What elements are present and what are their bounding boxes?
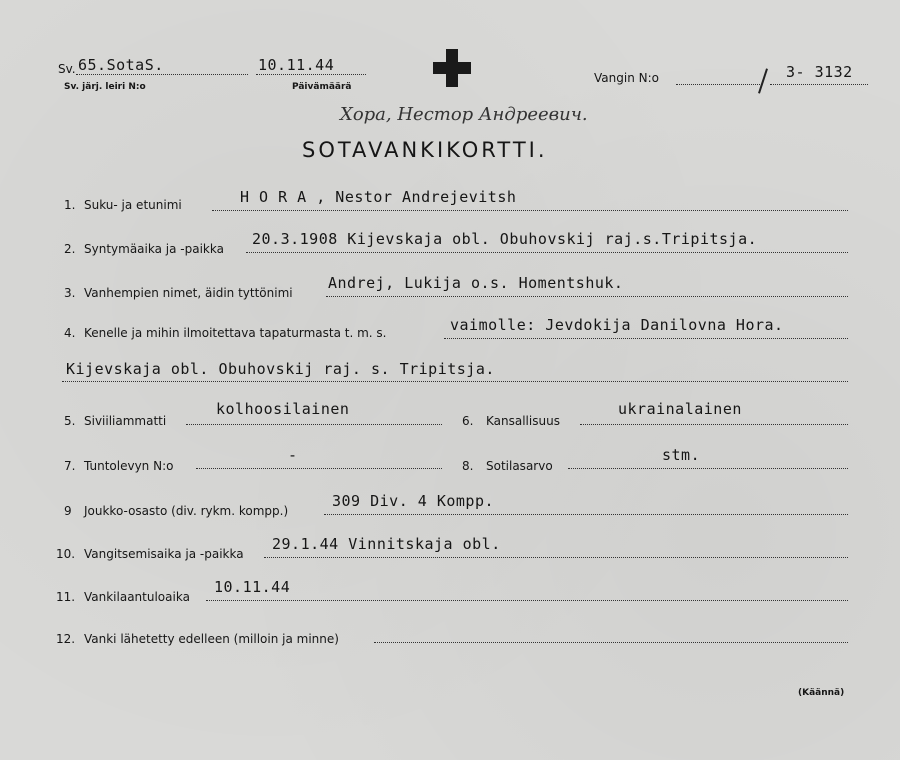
field-2-value: 20.3.1908 Kijevskaja obl. Obuhovskij raj.s.Tripitsja. bbox=[252, 230, 758, 248]
field-7-label: Tuntolevyn N:o bbox=[84, 459, 174, 473]
sv-value: 65.SotaS. bbox=[78, 56, 164, 74]
field-8-label: Sotilasarvo bbox=[486, 459, 553, 473]
field-10-value: 29.1.44 Vinnitskaja obl. bbox=[272, 535, 501, 553]
field-12-num: 12. bbox=[56, 632, 76, 646]
field-4-value: vaimolle: Jevdokija Danilovna Hora. bbox=[450, 316, 784, 334]
field-7-num: 7. bbox=[64, 459, 76, 473]
field-3-label: Vanhempien nimet, äidin tyttönimi bbox=[84, 286, 293, 300]
handwritten-name: Хора, Нестор Андреевич. bbox=[340, 104, 588, 125]
field-8-line bbox=[568, 468, 848, 469]
field-2-num: 2. bbox=[64, 242, 76, 256]
field-11-value: 10.11.44 bbox=[214, 578, 291, 596]
field-3-num: 3. bbox=[64, 286, 76, 300]
field-5-num: 5. bbox=[64, 414, 76, 428]
field-8-value: stm. bbox=[662, 446, 701, 464]
field-12-label: Vanki lähetetty edelleen (milloin ja minne) bbox=[84, 632, 339, 646]
prisoner-number-line-b bbox=[770, 84, 868, 85]
date-caption: Päivämäärä bbox=[292, 82, 352, 92]
field-9-label: Joukko-osasto (div. rykm. kompp.) bbox=[84, 504, 289, 518]
field-5-label: Siviiliammatti bbox=[84, 414, 167, 428]
turn-over-note: (Käännä) bbox=[798, 688, 845, 698]
field-5-line bbox=[186, 424, 442, 425]
field-4-line bbox=[444, 338, 848, 339]
field-1-num: 1. bbox=[64, 198, 76, 212]
field-5-value: kolhoosilainen bbox=[216, 400, 350, 418]
field-4-label: Kenelle ja mihin ilmoitettava tapaturmasta t. m. s. bbox=[84, 326, 387, 340]
field-11-line bbox=[206, 600, 848, 601]
field-6-value: ukrainalainen bbox=[618, 400, 742, 418]
field-6-num: 6. bbox=[462, 414, 474, 428]
prisoner-number-label: Vangin N:o bbox=[594, 71, 659, 85]
field-9-value: 309 Div. 4 Kompp. bbox=[332, 492, 495, 510]
sv-prefix: Sv. bbox=[58, 62, 76, 76]
field-4-num: 4. bbox=[64, 326, 76, 340]
slash-mark bbox=[758, 68, 768, 93]
field-9-num: 9 bbox=[64, 504, 72, 518]
field-9-line bbox=[324, 514, 848, 515]
field-1-label: Suku- ja etunimi bbox=[84, 198, 182, 212]
field-2-line bbox=[246, 252, 848, 253]
field-10-num: 10. bbox=[56, 547, 76, 561]
field-3-line bbox=[326, 296, 848, 297]
field-11-num: 11. bbox=[56, 590, 76, 604]
field-3-value: Andrej, Lukija o.s. Homentshuk. bbox=[328, 274, 624, 292]
field-10-line bbox=[264, 557, 848, 558]
sv-caption: Sv. järj. leiri N:o bbox=[64, 82, 146, 92]
field-12-line bbox=[374, 642, 848, 643]
field-6-label: Kansallisuus bbox=[486, 414, 560, 428]
field-4-line-cont bbox=[62, 381, 848, 382]
field-4-value-cont: Kijevskaja obl. Obuhovskij raj. s. Tripitsja. bbox=[66, 360, 495, 378]
field-11-label: Vankilaantuloaika bbox=[84, 590, 190, 604]
field-2-label: Syntymäaika ja -paikka bbox=[84, 242, 224, 256]
field-6-line bbox=[580, 424, 848, 425]
field-10-label: Vangitsemisaika ja -paikka bbox=[84, 547, 244, 561]
field-1-value: H O R A , Nestor Andrejevitsh bbox=[240, 188, 517, 206]
sv-line bbox=[76, 74, 248, 75]
date-line bbox=[256, 74, 366, 75]
field-7-line bbox=[196, 468, 442, 469]
field-7-value: - bbox=[288, 446, 298, 464]
card-title: SOTAVANKIKORTTI. bbox=[302, 138, 548, 162]
prisoner-number-line-a bbox=[676, 84, 760, 85]
field-8-num: 8. bbox=[462, 459, 474, 473]
date-value: 10.11.44 bbox=[258, 56, 335, 74]
prisoner-number-value: 3- 3132 bbox=[786, 63, 853, 81]
field-1-line bbox=[212, 210, 848, 211]
